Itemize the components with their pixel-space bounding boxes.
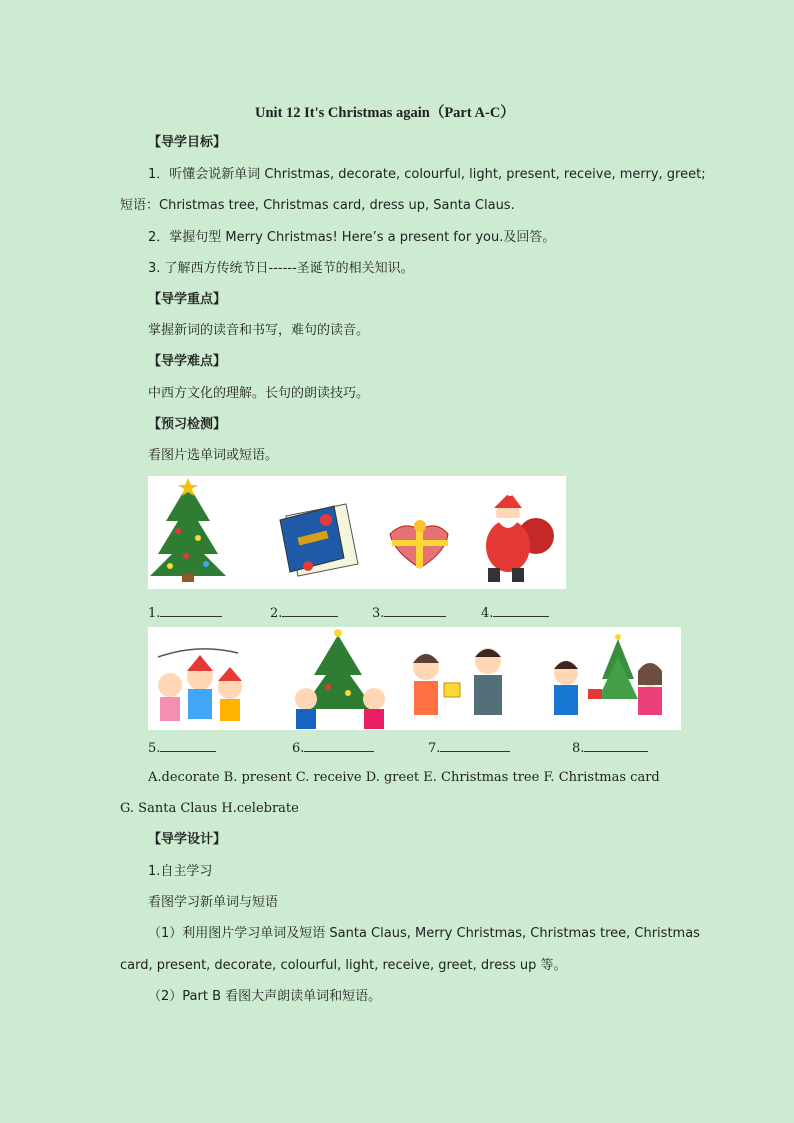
picture-strip-1	[148, 476, 566, 589]
blank-3-line[interactable]	[384, 603, 446, 617]
item-1-line-2: card, present, decorate, colourful, light, receive, greet, dress up 等。	[120, 958, 567, 973]
difficulty-header: 【导学难点】	[148, 354, 227, 369]
blank-6[interactable]	[292, 738, 374, 758]
goal-1-line-2: 短语：Christmas tree, Christmas card, dress up, Santa Claus.	[120, 198, 515, 213]
options-line-1: A.decorate B. present C. receive D. greet E. Christmas tree F. Christmas card	[148, 770, 660, 785]
preview-instruction: 看图片选单词或短语。	[148, 448, 279, 463]
blank-1[interactable]	[148, 603, 222, 623]
blank-5[interactable]	[148, 738, 216, 758]
focus-text: 掌握新词的读音和书写，难句的读音。	[148, 323, 370, 338]
goal-3: 3. 了解西方传统节日------圣诞节的相关知识。	[148, 261, 414, 276]
blank-1-line[interactable]	[160, 603, 222, 617]
difficulty-text: 中西方文化的理解。长句的朗读技巧。	[148, 386, 370, 401]
blank-8-number: 8.	[572, 741, 585, 756]
item-2: （2）Part B 看图大声朗读单词和短语。	[148, 989, 382, 1004]
santa-claus-picture	[486, 488, 554, 582]
page-title: Unit 12 It's Christmas again（Part A-C）	[255, 105, 515, 121]
goal-1-line-1: 1．听懂会说新单词 Christmas, decorate, colourful, light, present, receive, merry, greet;	[148, 167, 706, 182]
blank-8[interactable]	[572, 738, 648, 758]
blank-4-line[interactable]	[493, 603, 549, 617]
blank-4[interactable]	[481, 603, 549, 623]
blank-1-number: 1.	[148, 606, 161, 621]
design-header: 【导学设计】	[148, 832, 227, 847]
goals-header: 【导学目标】	[148, 135, 227, 150]
blank-7-number: 7.	[428, 741, 441, 756]
blank-8-line[interactable]	[584, 738, 648, 752]
blank-4-number: 4.	[481, 606, 494, 621]
goal-2: 2．掌握句型 Merry Christmas! Here’s a present for you.及回答。	[148, 230, 556, 245]
item-1-line-1: （1）利用图片学习单词及短语 Santa Claus, Merry Christmas, Christmas tree, Christmas	[148, 926, 700, 941]
focus-header: 【导学重点】	[148, 292, 227, 307]
christmas-card-picture	[280, 504, 358, 576]
blank-3-number: 3.	[372, 606, 385, 621]
receiving-present-picture	[554, 634, 662, 715]
blank-2-number: 2.	[270, 606, 283, 621]
children-singing-picture	[158, 649, 242, 721]
picture-strip-2	[148, 627, 681, 730]
blank-5-line[interactable]	[160, 738, 216, 752]
blank-2[interactable]	[270, 603, 338, 623]
christmas-tree-picture	[150, 478, 226, 582]
blank-7-line[interactable]	[440, 738, 510, 752]
giving-present-picture	[413, 648, 502, 715]
options-line-2: G. Santa Claus H.celebrate	[120, 801, 299, 816]
blank-5-number: 5.	[148, 741, 161, 756]
decorating-tree-picture	[295, 629, 385, 729]
blank-2-line[interactable]	[282, 603, 338, 617]
blank-7[interactable]	[428, 738, 510, 758]
design-sub-1-text: 看图学习新单词与短语	[148, 895, 279, 910]
present-box-picture	[390, 520, 448, 568]
design-sub-1: 1.自主学习	[148, 864, 213, 879]
blank-6-number: 6.	[292, 741, 305, 756]
blank-3[interactable]	[372, 603, 446, 623]
blank-6-line[interactable]	[304, 738, 374, 752]
preview-header: 【预习检测】	[148, 417, 227, 432]
